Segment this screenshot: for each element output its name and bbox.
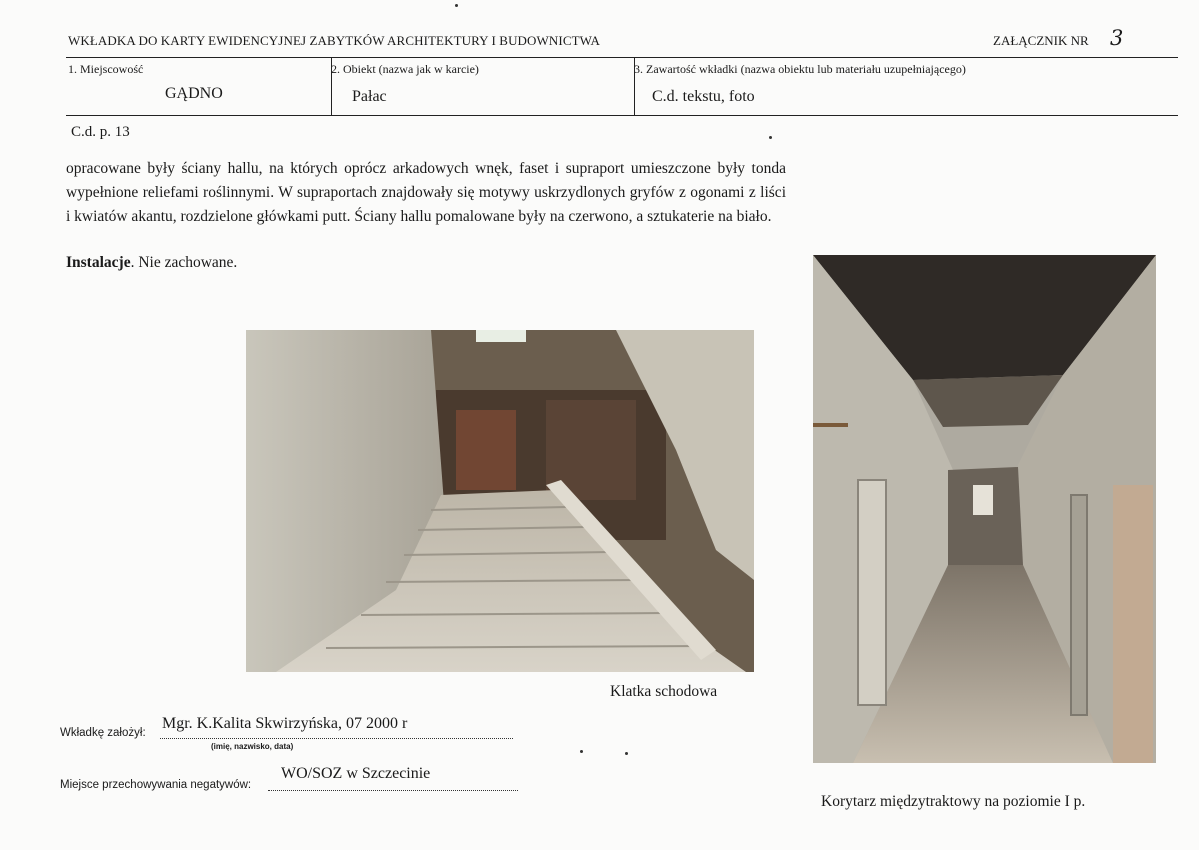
description-paragraph: opracowane były ściany hallu, na których oprócz arkadowych wnęk, faset i supraport umieszczone były tonda wypełnione reliefami roślinnymi. W supraportach znajdowały się motywy uskrzydlonych gryfów z ogonami z liści i kwiatów akantu, rozdzielone główkami putt. Ściany hallu pomalowane były na czerwono, a sztukaterie na biało. bbox=[66, 160, 786, 225]
annex-label: ZAŁĄCZNIK NR bbox=[993, 33, 1089, 48]
header-rule-top bbox=[66, 57, 1178, 58]
author-value: Mgr. K.Kalita Skwirzyńska, 07 2000 r bbox=[162, 715, 408, 732]
installations-label: Instalacje bbox=[66, 254, 131, 271]
scan-speck bbox=[625, 752, 628, 755]
description-text bbox=[66, 157, 786, 229]
annex-number: 3 bbox=[1110, 26, 1124, 50]
author-label: Wkładkę założył: bbox=[60, 727, 146, 739]
installations-line bbox=[66, 254, 237, 272]
contents-value: C.d. tekstu, foto bbox=[652, 88, 755, 105]
locality-value: GĄDNO bbox=[165, 85, 223, 102]
scan-speck bbox=[580, 750, 583, 753]
negatives-label: Miejsce przechowywania negatywów: bbox=[60, 779, 252, 791]
header-rule-bottom bbox=[66, 115, 1178, 116]
locality-label: 1. Miejscowość bbox=[68, 62, 144, 76]
object-label: 2. Obiekt (nazwa jak w karcie) bbox=[331, 62, 479, 76]
scan-speck bbox=[455, 4, 458, 7]
negatives-dotted-line bbox=[268, 790, 518, 791]
corridor-photo bbox=[813, 255, 1156, 763]
scan-speck bbox=[769, 136, 772, 139]
staircase-photo bbox=[246, 330, 754, 672]
object-value: Pałac bbox=[352, 88, 387, 105]
continuation-reference: C.d. p. 13 bbox=[71, 124, 130, 140]
installations-text: . Nie zachowane. bbox=[130, 254, 238, 271]
author-dotted-line bbox=[160, 738, 513, 739]
form-title: WKŁADKA DO KARTY EWIDENCYJNEJ ZABYTKÓW ARCHITEKTURY I BUDOWNICTWA bbox=[68, 33, 601, 48]
corridor-caption: Korytarz międzytraktowy na poziomie I p. bbox=[821, 793, 1086, 810]
author-hint: (imię, nazwisko, data) bbox=[211, 742, 294, 751]
negatives-value: WO/SOZ w Szczecinie bbox=[281, 765, 431, 782]
staircase-caption: Klatka schodowa bbox=[610, 683, 718, 700]
contents-label: 3. Zawartość wkładki (nazwa obiektu lub materiału uzupełniającego) bbox=[634, 62, 966, 76]
